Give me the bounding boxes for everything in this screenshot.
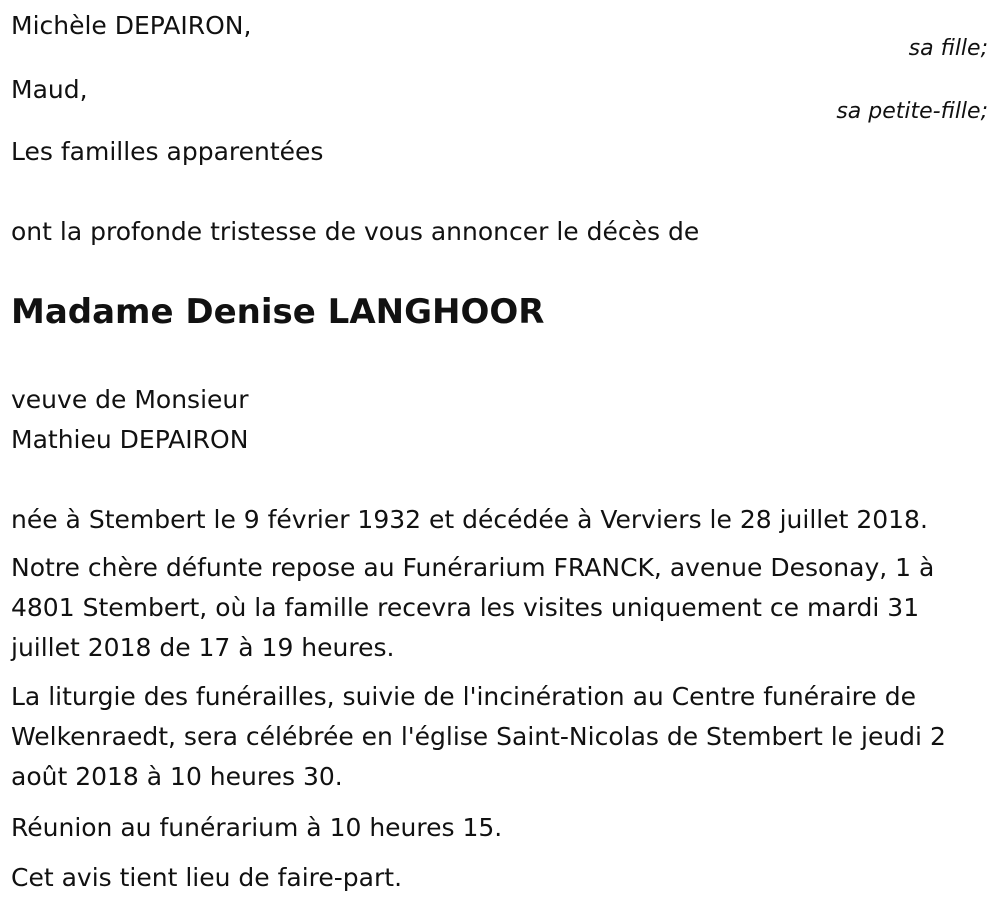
family-member-name: Les familles apparentées bbox=[11, 137, 324, 166]
widow-line: Mathieu DEPAIRON bbox=[11, 425, 249, 454]
family-member-name: Michèle DEPAIRON, bbox=[11, 11, 252, 40]
rest-place-paragraph: Notre chère défunte repose au Funérarium FRANCK, avenue Desonay, 1 à 4801 Stembert, où la famille recevra les visites uniquement ce mardi 31 juillet 2018 de 17 à 19 heures. bbox=[11, 553, 935, 662]
widow-line: veuve de Monsieur bbox=[11, 385, 249, 414]
family-member-relation: sa fille; bbox=[908, 36, 988, 61]
meeting-text: Réunion au funérarium à 10 heures 15. bbox=[11, 813, 503, 842]
liturgy-paragraph: La liturgie des funérailles, suivie de l'incinération au Centre funéraire de Welkenraedt, sera célébrée en l'église Saint-Nicolas de Stembert le jeudi 2 août 2018 à 10 heures 30. bbox=[11, 682, 946, 791]
family-member-relation: sa petite-fille; bbox=[836, 99, 988, 124]
family-member-name: Maud, bbox=[11, 75, 88, 104]
deceased-name: Madame Denise LANGHOOR bbox=[11, 292, 545, 332]
birth-death-text: née à Stembert le 9 février 1932 et décédée à Verviers le 28 juillet 2018. bbox=[11, 505, 928, 534]
announcement-text: ont la profonde tristesse de vous annoncer le décès de bbox=[11, 217, 700, 246]
notice-text: Cet avis tient lieu de faire-part. bbox=[11, 863, 403, 892]
